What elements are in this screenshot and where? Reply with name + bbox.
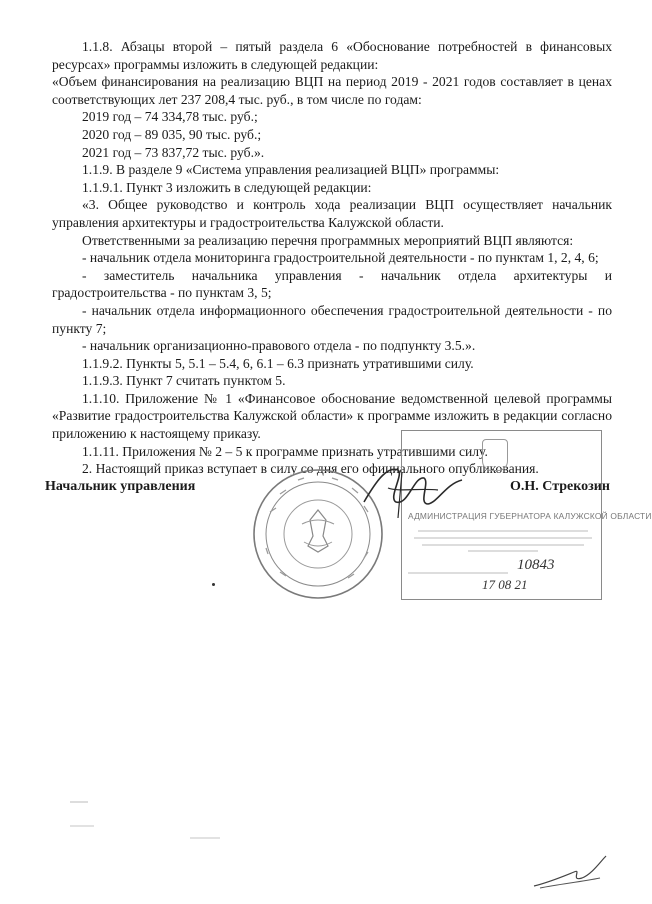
stamp-reg-underline [408, 563, 508, 577]
list-item-legal: - начальник организационно-правового отдела - по подпункту 3.5.». [82, 338, 476, 354]
paragraph-2: 2. Настоящий приказ вступает в силу со дня его официального опубликования. [82, 461, 539, 477]
handwritten-signature [358, 458, 468, 522]
paragraph-1-1-9-2: 1.1.9.2. Пункты 5, 5.1 – 5.4, 6, 6.1 – 6.3 признать утратившими силу. [82, 355, 474, 371]
signatory-title: Начальник управления [45, 479, 196, 494]
stamp-small-print [408, 527, 597, 556]
registration-date: 17 08 21 [482, 577, 528, 592]
signatory-name: О.Н. Стрекозин [510, 479, 610, 494]
speck [212, 583, 215, 586]
paragraph-point-3: «3. Общее руководство и контроль хода реализации ВЦП осуществляет начальник управления архитектуры и градостроительства Калужской области. [52, 197, 612, 230]
list-item-monitoring: - начальник отдела мониторинга градостроительной деятельности - по пунктам 1, 2, 4, 6; [82, 250, 599, 266]
corner-scribble [530, 852, 610, 892]
year-2020-line: 2020 год – 89 035, 90 тыс. руб.; [82, 126, 262, 142]
coat-of-arms-icon [482, 439, 508, 471]
document-body [52, 38, 612, 478]
paragraph-1-1-9-3: 1.1.9.3. Пункт 7 считать пунктом 5. [82, 373, 286, 389]
paragraph-1-1-11: 1.1.11. Приложения № 2 – 5 к программе признать утратившими силу. [82, 443, 488, 459]
faint-scan-marks [70, 796, 220, 842]
paragraph-financing-volume: «Объем финансирования на реализацию ВЦП на период 2019 - 2021 годов составляет в ценах соответствующих лет 237 208,4 тыс. руб., в том числе по годам: [52, 74, 612, 107]
paragraph-1-1-8: 1.1.8. Абзацы второй – пятый раздела 6 «Обоснование потребностей в финансовых ресурсах» программы изложить в следующей редакции: [52, 39, 612, 72]
year-2019-line: 2019 год – 74 334,78 тыс. руб.; [82, 109, 258, 125]
paragraph-1-1-9-1: 1.1.9.1. Пункт 3 изложить в следующей редакции: [82, 179, 372, 195]
stamp-fine-print-lines [408, 527, 597, 553]
stamp-organization: АДМИНИСТРАЦИЯ ГУБЕРНАТОРА КАЛУЖСКОЙ ОБЛАСТИ [408, 511, 652, 521]
list-item-deputy: - заместитель начальника управления - начальник отдела архитектуры и градостроительства - по пунктам 3, 5; [52, 267, 612, 301]
paragraph-1-1-10: 1.1.10. Приложение № 1 «Финансовое обоснование ведомственной целевой программы «Развитие градостроительства Калужской области» к программе изложить в редакции согласно приложению к настоящему приказу. [52, 390, 612, 442]
paragraph-responsible: Ответственными за реализацию перечня программных мероприятий ВЦП являются: [82, 232, 574, 248]
registration-number: 10843 [517, 557, 555, 573]
paragraph-1-1-9: 1.1.9. В разделе 9 «Система управления реализацией ВЦП» программы: [82, 162, 500, 178]
list-item-information: - начальник отдела информационного обеспечения градостроительной деятельности - по пункту 7; [52, 302, 612, 336]
year-2021-line: 2021 год – 73 837,72 тыс. руб.». [82, 144, 265, 160]
